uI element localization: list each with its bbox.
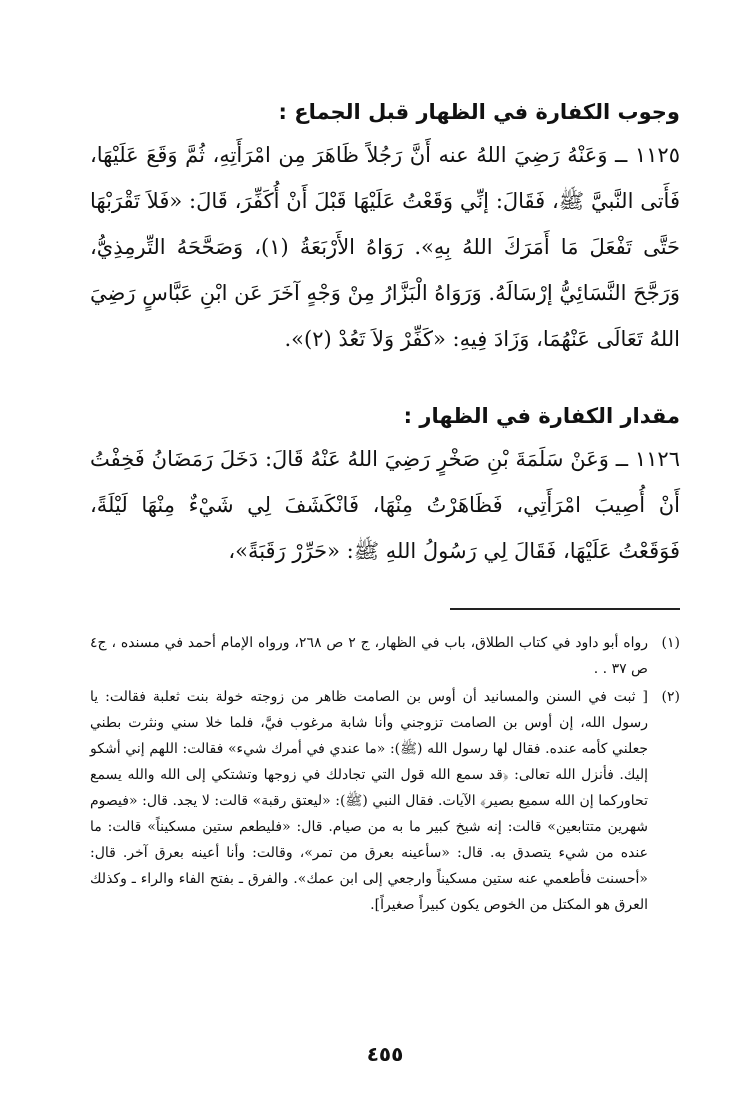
- hadith-1126: ١١٢٦ ــ وَعَنْ سَلَمَةَ بْنِ صَخْرٍ رَضِيَ اللهُ عَنْهُ قَالَ: دَخَلَ رَمَضَانُ فَخِفْتُ أَنْ أُصِيبَ امْرَأَتِي، فَظَاهَرْتُ مِنْهَا، فَانْكَشَفَ لِي شَيْءٌ مِنْهَا لَيْلَةً، فَوَقَعْتُ عَلَيْهَا، فَقَالَ لِي رَسُولُ اللهِ ﷺ: «حَرِّرْ رَقَبَةً»،: [90, 447, 680, 563]
- page: [90, 80, 680, 1080]
- footnote-1: [90, 630, 680, 682]
- footnote-text: [ ثبت في السنن والمسانيد أن أوس بن الصامت ظاهر من زوجته خولة بنت ثعلبة فقالت: يا رسول الله، إن أوس بن الصامت تزوجني وأنا شابة مرغوب فيَّ، فلما خلا سني ونثرت بطني جعلني كأمه عنده. فقال لها رسول الله (ﷺ): «ما عندي في أمرك شيء» فقالت: اللهم إني أشكو إليك. فأنزل الله تعالى: ﴿قد سمع الله قول التي تجادلك في زوجها وتشتكي إلى الله والله يسمع تحاوركما إن الله سميع بصير﴾ الآيات. فقال النبي (ﷺ): «ليعتق رقبة» قالت: لا يجد. قال: «فيصوم شهرين متتابعين» قالت: إنه شيخ كبير ما به من صيام. قال: «فليطعم ستين مسكيناً» قالت: ما عنده من شيء يتصدق به. قال: «سأعينه بعرق من تمر»، وقالت: وأنا أعينه بعرق آخر. قال: «أحسنت فأطعمي عنه ستين مسكيناً وارجعي إلى ابن عمك». والفرق ـ بفتح الفاء والراء ـ وكذلك العرق هو المكتل من الخوص يكون كبيراً صغيراً].: [90, 689, 648, 913]
- section-heading-kaffara-amount: مقدار الكفارة في الظهار :: [403, 404, 680, 428]
- hadith-1125: ١١٢٥ ــ وَعَنْهُ رَضِيَ اللهُ عنه أَنَّ رَجُلاً ظَاهَرَ مِن امْرَأَتِهِ، ثُمَّ وَقَعَ عَلَيْهَا، فَأَتى النَّبيَّ ﷺ، فَقَالَ: إنِّي وَقَعْتُ عَلَيْهَا قَبْلَ أَنْ أُكَفِّرَ، قَالَ: «فَلاَ تَقْرَبْهَا حَتَّى تَفْعَلَ مَا أَمَرَكَ اللهُ بِهِ». رَوَاهُ الأَرْبَعَةُ (١)، وَصَحَّحَهُ التِّرمِذِيُّ، وَرَجَّحَ النَّسَائِيُّ إرْسَالَهُ. وَرَوَاهُ الْبَزَّارُ مِنْ وَجْهٍ آخَرَ عَن ابْنِ عَبَّاسٍ رَضِيَ اللهُ تَعَالَى عَنْهُمَا، وَزَادَ فِيهِ: «كَفِّرْ وَلاَ تَعُدْ (٢)».: [90, 143, 681, 351]
- footnote-divider: [450, 608, 680, 610]
- footnote-text: رواه أبو داود في كتاب الطلاق، باب في الظهار، ج ٢ ص ٢٦٨، ورواه الإمام أحمد في مسنده ، ج٤ ص ٣٧ . .: [90, 635, 648, 677]
- footnotes: [90, 630, 680, 920]
- page-number: ٤٥٥: [366, 1042, 404, 1066]
- footnote-mark: (١): [661, 635, 680, 651]
- section-heading-kaffara-before-intercourse: وجوب الكفارة في الظهار قبل الجماع :: [278, 100, 680, 124]
- footnote-mark: (٢): [661, 689, 680, 705]
- footnote-2: [90, 684, 680, 918]
